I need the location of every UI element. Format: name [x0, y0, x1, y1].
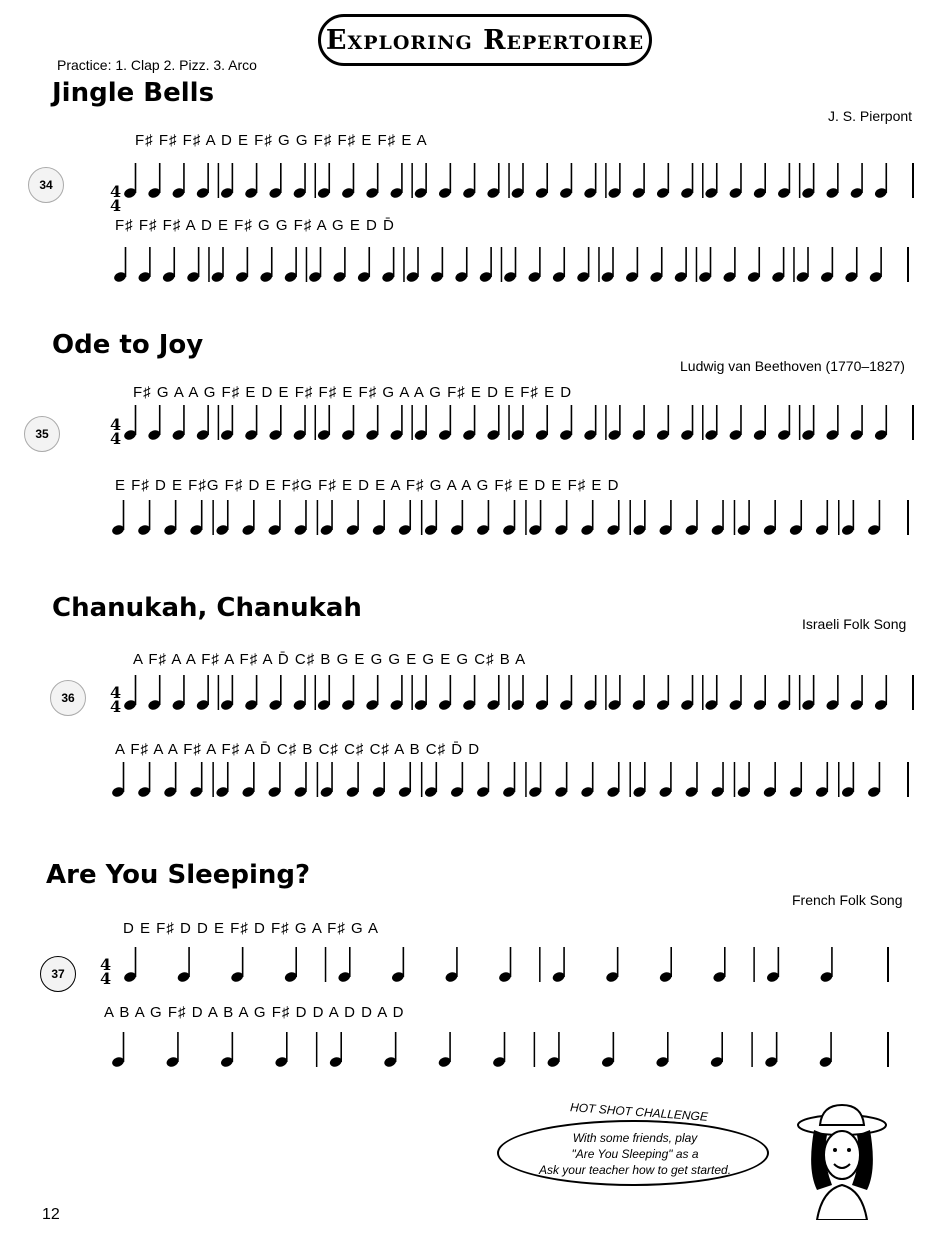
hot-shot-challenge-title: HOT SHOT CHALLENGE	[567, 1100, 712, 1124]
note-names-line2: E F♯ D E F♯G F♯ D E F♯G F♯ E D E A F♯ G A A G F♯ E D E F♯ E D	[115, 477, 620, 494]
song-title-jingle-bells: Jingle Bells	[52, 78, 215, 108]
notation-row	[113, 247, 908, 283]
exercise-number-36: 36	[50, 680, 86, 716]
exercise-number-37: 37	[40, 956, 76, 992]
note-names-line1: F♯ F♯ F♯ A D E F♯ G G F♯ F♯ E F♯ E A	[135, 132, 428, 149]
time-signature: 4	[110, 182, 122, 201]
note-names-line2: A B A G F♯ D A B A G F♯ D D A D D A D	[104, 1004, 405, 1021]
note-names-line2: F♯ F♯ F♯ A D E F♯ G G F♯ A G E D D̄	[115, 217, 395, 234]
song-title-are-you-sleeping: Are You Sleeping?	[46, 860, 311, 890]
svg-text:4: 4	[100, 969, 112, 988]
time-signature: 4	[110, 683, 122, 702]
time-signature: 4	[110, 415, 122, 434]
note-names-line1: A F♯ A A F♯ A F♯ A D̄ C♯ B G E G G E G E G C♯ B A	[133, 651, 527, 668]
notation-row	[111, 500, 908, 536]
teacher-illustration	[792, 1100, 892, 1220]
staff-chanukah	[0, 640, 943, 820]
staff-jingle-bells	[0, 125, 943, 295]
section-banner: Exploring Repertoire	[318, 14, 652, 66]
staff-are-you-sleeping	[0, 915, 943, 1095]
svg-text:4: 4	[110, 429, 122, 448]
notation-row	[111, 762, 908, 798]
song-title-ode-to-joy: Ode to Joy	[52, 330, 204, 360]
svg-text:4: 4	[110, 697, 122, 716]
practice-instructions: Practice: 1. Clap 2. Pizz. 3. Arco	[57, 57, 257, 73]
exercise-number-34: 34	[28, 167, 64, 203]
time-signature: 4	[100, 955, 112, 974]
notation-row	[111, 1032, 888, 1068]
notation-row	[123, 405, 913, 441]
notation-row	[123, 163, 913, 199]
composer-chanukah: Israeli Folk Song	[802, 616, 907, 632]
composer-ode-to-joy: Ludwig van Beethoven (1770–1827)	[680, 358, 905, 374]
notation-row	[123, 947, 888, 983]
hot-shot-challenge-text: With some friends, play "Are You Sleeping" as a Ask your teacher how to get started.	[538, 1131, 732, 1177]
composer-jingle-bells: J. S. Pierpont	[828, 108, 913, 124]
svg-text:4: 4	[110, 196, 122, 215]
note-names-line1: D E F♯ D D E F♯ D F♯ G A F♯ G A	[123, 920, 380, 937]
composer-are-you-sleeping: French Folk Song	[792, 892, 903, 908]
notation-row	[123, 675, 913, 711]
page-number: 12	[42, 1206, 60, 1223]
song-title-chanukah: Chanukah, Chanukah	[52, 593, 362, 623]
staff-ode-to-joy	[0, 375, 943, 545]
note-names-line1: F♯ G A A G F♯ E D E F♯ F♯ E F♯ G A A G F♯ E D E F♯ E D	[133, 384, 573, 401]
note-names-line2: A F♯ A A F♯ A F♯ A D̄ C♯ B C♯ C♯ C♯ A B C♯ D̄ D	[115, 741, 481, 758]
exercise-number-35: 35	[24, 416, 60, 452]
